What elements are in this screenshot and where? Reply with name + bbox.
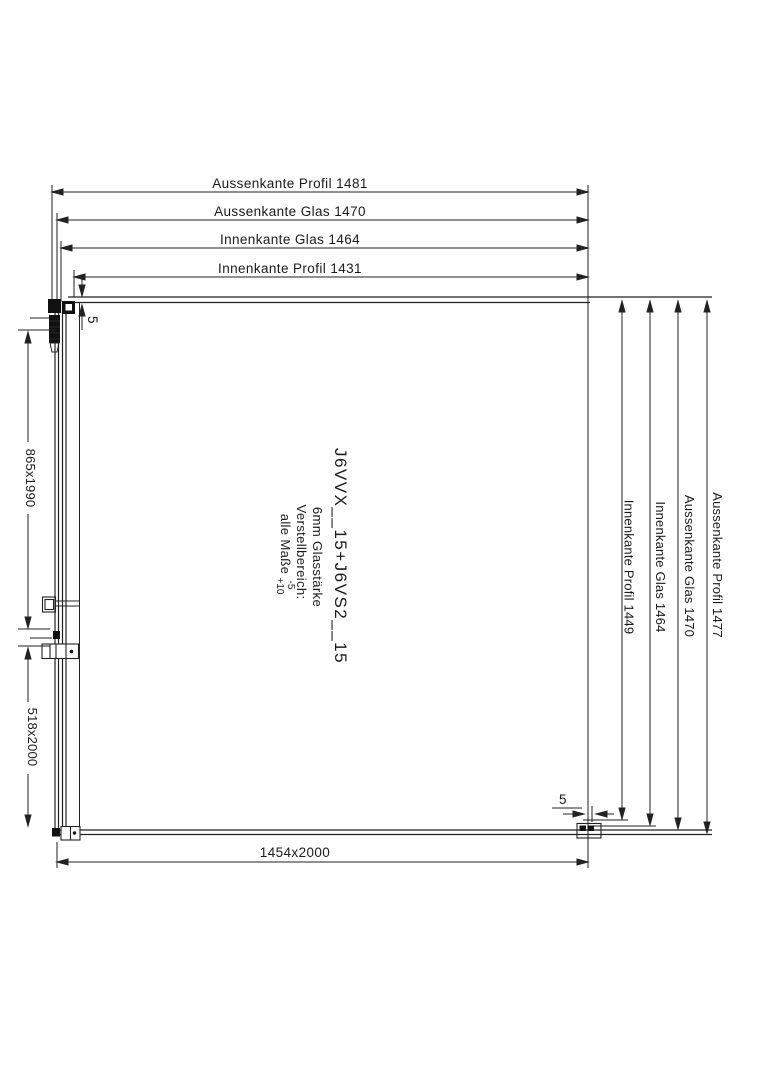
top-hinge-bracket [48, 299, 75, 352]
dim-label-aussenkante-glas-top: Aussenkante Glas 1470 [214, 204, 366, 219]
adjustment-note-text: alle Maße [278, 513, 293, 575]
dim-label-aussenkante-profil-right: Aussenkante Profil 1477 [710, 492, 725, 638]
dim-label-aussenkante-glas-right: Aussenkante Glas 1470 [682, 494, 697, 638]
glass-thickness-text: 6mm Glasstärke [310, 506, 325, 608]
model-code-text: J6VVX__15+J6VS2__15 [331, 447, 350, 665]
dim-label-door-leaf: 865x1990 [23, 448, 38, 508]
dim-label-aussenkante-profil-top: Aussenkante Profil 1481 [212, 176, 368, 191]
dim-label-innenkante-glas-top: Innenkante Glas 1464 [219, 232, 361, 247]
center-annotation [274, 448, 350, 664]
dim-label-total-width: 1454x2000 [259, 845, 331, 860]
panel-outline [30, 185, 712, 868]
tolerance-plus-text: +10 [274, 577, 285, 595]
dim-label-innenkante-profil-right: Innenkante Profil 1449 [621, 499, 637, 635]
dim-label-innenkante-profil-top: Innenkante Profil 1431 [218, 261, 362, 276]
tolerance-minus-text: -5 [285, 580, 296, 590]
dim-label-side-panel: 518x2000 [25, 707, 40, 767]
gap-label-bottom-right: 5 [559, 792, 567, 807]
gap-label-top-left: 5 [85, 316, 100, 324]
lock-pin [53, 631, 60, 639]
dim-label-innenkante-glas-right: Innenkante Glas 1464 [653, 501, 668, 633]
handle-knob [43, 597, 80, 612]
adjustment-range-title: Verstellbereich: [294, 504, 309, 600]
bottom-foot-bracket [52, 827, 80, 841]
